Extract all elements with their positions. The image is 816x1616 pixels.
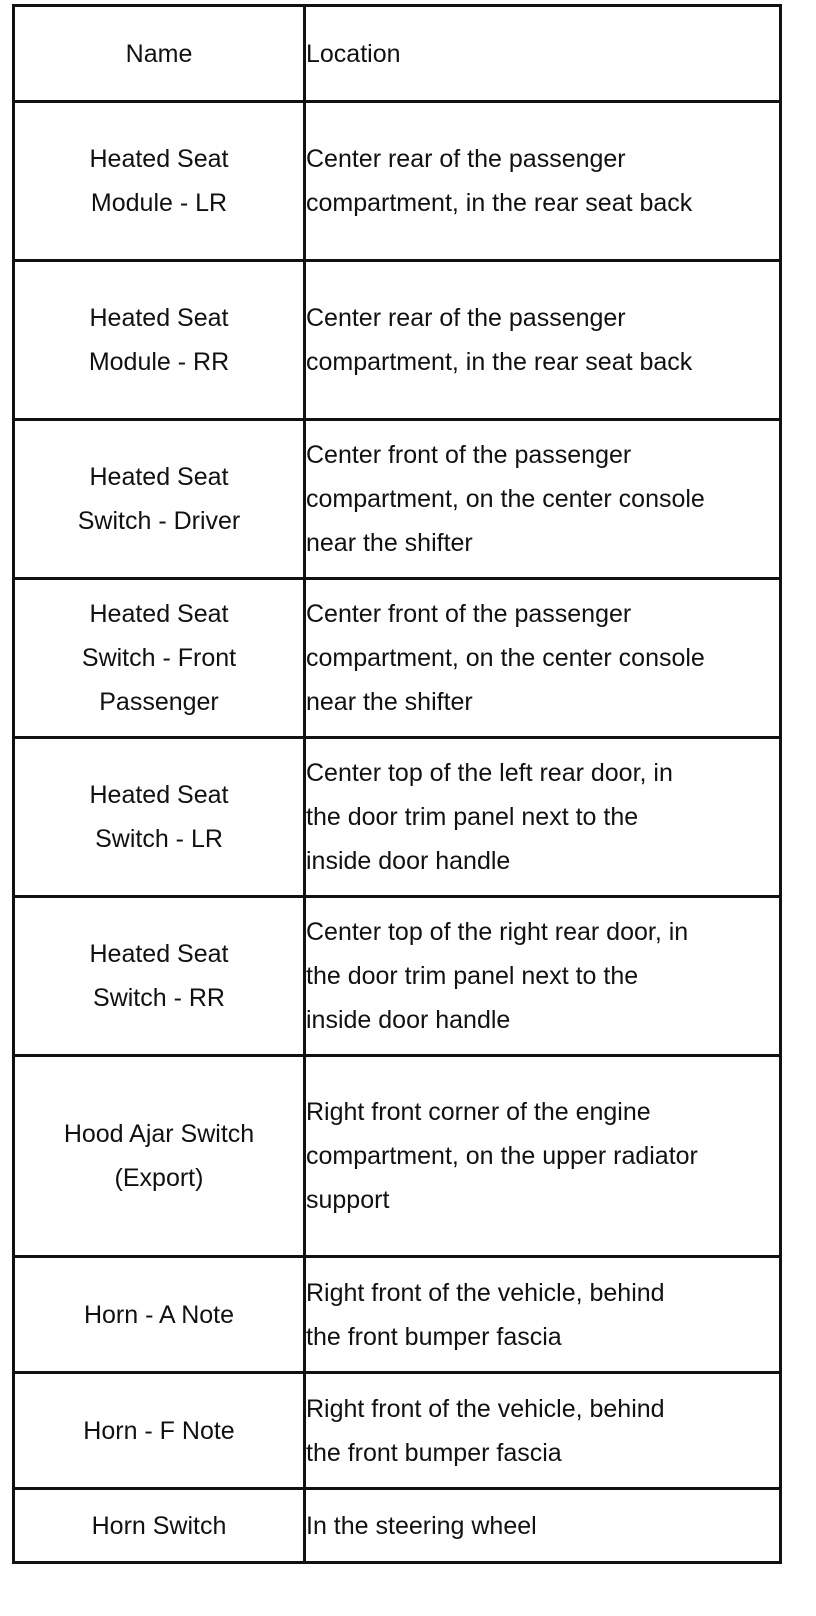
component-location-cell: [305, 261, 781, 420]
location-line: inside door handle: [306, 1006, 511, 1034]
component-location-cell: [305, 420, 781, 579]
location-line: In the steering wheel: [306, 1511, 537, 1540]
table-row: [14, 897, 781, 1056]
component-name-line: Switch - RR: [93, 984, 225, 1012]
location-line: Right front of the vehicle, behind: [306, 1278, 665, 1307]
table-row: [14, 1373, 781, 1489]
component-name-line: Switch - Front: [81, 644, 237, 672]
location-line: compartment, in the rear seat back: [306, 189, 693, 217]
component-name-line: Heated Seat: [89, 304, 229, 332]
table-row: [14, 102, 781, 261]
component-name-cell: [14, 102, 305, 261]
location-line: Center rear of the passenger: [306, 304, 626, 332]
component-location-cell: [305, 897, 781, 1056]
location-line: compartment, on the center console: [306, 485, 705, 513]
component-name-cell: [14, 1257, 305, 1373]
component-location-cell: [305, 1056, 781, 1257]
location-line: the front bumper fascia: [306, 1322, 562, 1351]
location-line: Center top of the left rear door, in: [306, 759, 673, 787]
component-name-line: Heated Seat: [89, 940, 229, 968]
component-name-line: Horn Switch: [91, 1511, 227, 1540]
component-name-line: Module - LR: [90, 189, 228, 217]
location-line: compartment, in the rear seat back: [306, 348, 693, 376]
component-name-line: Heated Seat: [89, 781, 229, 809]
component-location-cell: [305, 1257, 781, 1373]
location-column-header: Location: [305, 6, 781, 102]
table-row: [14, 420, 781, 579]
table-header-row: [14, 6, 781, 102]
component-name-line: Horn - A Note: [83, 1300, 235, 1329]
table-row: [14, 1056, 781, 1257]
component-name-cell: [14, 1056, 305, 1257]
component-name-cell: [14, 579, 305, 738]
component-location-cell: [305, 1489, 781, 1563]
location-line: the door trim panel next to the: [306, 962, 639, 990]
component-name-line: (Export): [114, 1164, 204, 1192]
location-line: Center front of the passenger: [306, 441, 632, 469]
location-line: compartment, on the center console: [306, 644, 705, 672]
table-row: [14, 738, 781, 897]
component-name-line: Horn - F Note: [83, 1416, 235, 1445]
location-line: Center front of the passenger: [306, 600, 632, 628]
table-row: [14, 261, 781, 420]
component-location-cell: [305, 1373, 781, 1489]
component-name-cell: [14, 420, 305, 579]
component-name-line: Heated Seat: [89, 145, 229, 173]
component-location-table: [12, 4, 782, 1564]
component-location-cell: [305, 738, 781, 897]
component-location-cell: [305, 579, 781, 738]
location-line: Right front of the vehicle, behind: [306, 1394, 665, 1423]
location-line: Center top of the right rear door, in: [306, 918, 689, 946]
component-name-line: Heated Seat: [89, 600, 229, 628]
component-name-line: Hood Ajar Switch: [63, 1120, 255, 1148]
location-line: near the shifter: [306, 688, 473, 716]
table-row: [14, 1257, 781, 1373]
location-line: the front bumper fascia: [306, 1438, 562, 1467]
table-row: [14, 579, 781, 738]
location-line: support: [306, 1186, 390, 1214]
location-line: compartment, on the upper radiator: [306, 1142, 698, 1170]
component-name-cell: [14, 897, 305, 1056]
location-line: Center rear of the passenger: [306, 145, 626, 173]
component-location-cell: [305, 102, 781, 261]
location-line: near the shifter: [306, 529, 473, 557]
table-row: [14, 1489, 781, 1563]
component-name-line: Passenger: [99, 688, 219, 716]
component-name-cell: [14, 738, 305, 897]
name-column-header: Name: [14, 6, 305, 102]
component-name-line: Switch - LR: [95, 825, 223, 853]
location-line: Right front corner of the engine: [306, 1098, 651, 1126]
component-name-cell: [14, 261, 305, 420]
location-line: inside door handle: [306, 847, 511, 875]
component-name-cell: [14, 1373, 305, 1489]
component-name-line: Module - RR: [88, 348, 230, 376]
component-name-line: Switch - Driver: [77, 507, 241, 535]
component-name-line: Heated Seat: [89, 463, 229, 491]
location-line: the door trim panel next to the: [306, 803, 639, 831]
component-name-cell: [14, 1489, 305, 1563]
